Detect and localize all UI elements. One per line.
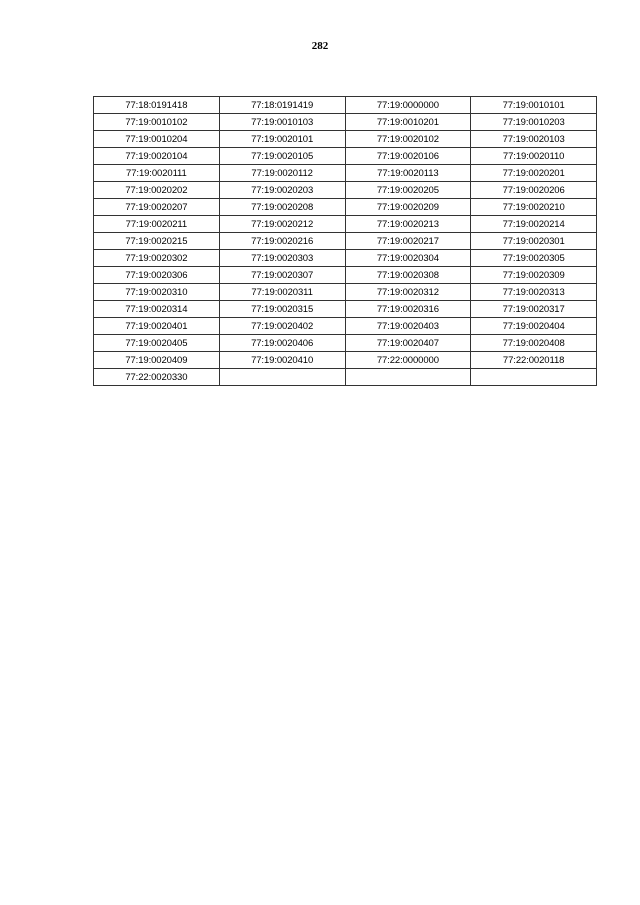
table-cell: 77:19:0020409	[94, 352, 220, 369]
table-cell: 77:19:0020310	[94, 284, 220, 301]
table-cell: 77:19:0020105	[219, 148, 345, 165]
table-row	[94, 131, 597, 148]
table-cell: 77:19:0010101	[471, 97, 597, 114]
table-cell: 77:19:0020404	[471, 318, 597, 335]
table-cell: 77:19:0020314	[94, 301, 220, 318]
table-row	[94, 352, 597, 369]
table-cell: 77:19:0020111	[94, 165, 220, 182]
table-cell: 77:19:0020216	[219, 233, 345, 250]
table-cell: 77:19:0020203	[219, 182, 345, 199]
table-cell: 77:19:0000000	[345, 97, 471, 114]
table-cell: 77:19:0020102	[345, 131, 471, 148]
table-cell: 77:19:0020112	[219, 165, 345, 182]
table-cell: 77:19:0020306	[94, 267, 220, 284]
table-cell	[219, 369, 345, 386]
table-row	[94, 114, 597, 131]
table-cell: 77:19:0020211	[94, 216, 220, 233]
table-cell: 77:19:0020103	[471, 131, 597, 148]
table-row	[94, 318, 597, 335]
table-row	[94, 182, 597, 199]
table-row	[94, 233, 597, 250]
table-cell: 77:19:0020315	[219, 301, 345, 318]
cadastral-number-table	[93, 96, 597, 386]
table-cell: 77:19:0010203	[471, 114, 597, 131]
table-cell: 77:19:0020205	[345, 182, 471, 199]
table-cell: 77:19:0020213	[345, 216, 471, 233]
table-cell: 77:19:0010204	[94, 131, 220, 148]
table-cell: 77:19:0020202	[94, 182, 220, 199]
table-cell: 77:19:0020110	[471, 148, 597, 165]
table-row	[94, 216, 597, 233]
table-cell: 77:19:0020210	[471, 199, 597, 216]
table-cell: 77:19:0020307	[219, 267, 345, 284]
table-cell: 77:19:0020311	[219, 284, 345, 301]
table-cell: 77:19:0020214	[471, 216, 597, 233]
table-cell: 77:19:0020408	[471, 335, 597, 352]
table-row	[94, 148, 597, 165]
table-row	[94, 369, 597, 386]
table-cell: 77:19:0020113	[345, 165, 471, 182]
table-cell: 77:19:0020405	[94, 335, 220, 352]
table-cell: 77:19:0020406	[219, 335, 345, 352]
table-cell: 77:19:0020104	[94, 148, 220, 165]
table-cell: 77:19:0020313	[471, 284, 597, 301]
table-cell: 77:19:0020207	[94, 199, 220, 216]
table-cell: 77:19:0020217	[345, 233, 471, 250]
table-cell: 77:19:0020308	[345, 267, 471, 284]
table-cell: 77:19:0020208	[219, 199, 345, 216]
table-cell: 77:19:0020302	[94, 250, 220, 267]
table-cell: 77:19:0020410	[219, 352, 345, 369]
table-cell: 77:19:0020305	[471, 250, 597, 267]
table-cell: 77:19:0020303	[219, 250, 345, 267]
table-cell: 77:18:0191418	[94, 97, 220, 114]
table-row	[94, 97, 597, 114]
table-cell: 77:19:0020209	[345, 199, 471, 216]
table-cell: 77:19:0020215	[94, 233, 220, 250]
table-cell	[471, 369, 597, 386]
table-cell: 77:19:0020312	[345, 284, 471, 301]
table-row	[94, 199, 597, 216]
table-row	[94, 335, 597, 352]
table-row	[94, 165, 597, 182]
table-cell: 77:19:0010102	[94, 114, 220, 131]
table-cell: 77:19:0020206	[471, 182, 597, 199]
table-cell: 77:19:0020201	[471, 165, 597, 182]
table-cell: 77:22:0020118	[471, 352, 597, 369]
table-cell: 77:19:0020304	[345, 250, 471, 267]
table-cell: 77:22:0000000	[345, 352, 471, 369]
table-cell: 77:19:0020402	[219, 318, 345, 335]
table-cell: 77:19:0020317	[471, 301, 597, 318]
table-cell: 77:19:0020316	[345, 301, 471, 318]
table-row	[94, 250, 597, 267]
table-row	[94, 301, 597, 318]
table-cell: 77:22:0020330	[94, 369, 220, 386]
table-cell: 77:19:0010201	[345, 114, 471, 131]
table-cell: 77:19:0020403	[345, 318, 471, 335]
page-number: 282	[311, 40, 329, 52]
table-row	[94, 284, 597, 301]
table-row	[94, 267, 597, 284]
table-cell: 77:19:0020309	[471, 267, 597, 284]
table-cell: 77:18:0191419	[219, 97, 345, 114]
table-cell: 77:19:0020301	[471, 233, 597, 250]
table-cell	[345, 369, 471, 386]
table-cell: 77:19:0010103	[219, 114, 345, 131]
table-cell: 77:19:0020212	[219, 216, 345, 233]
table-cell: 77:19:0020106	[345, 148, 471, 165]
table-cell: 77:19:0020401	[94, 318, 220, 335]
table-cell: 77:19:0020101	[219, 131, 345, 148]
table-cell: 77:19:0020407	[345, 335, 471, 352]
